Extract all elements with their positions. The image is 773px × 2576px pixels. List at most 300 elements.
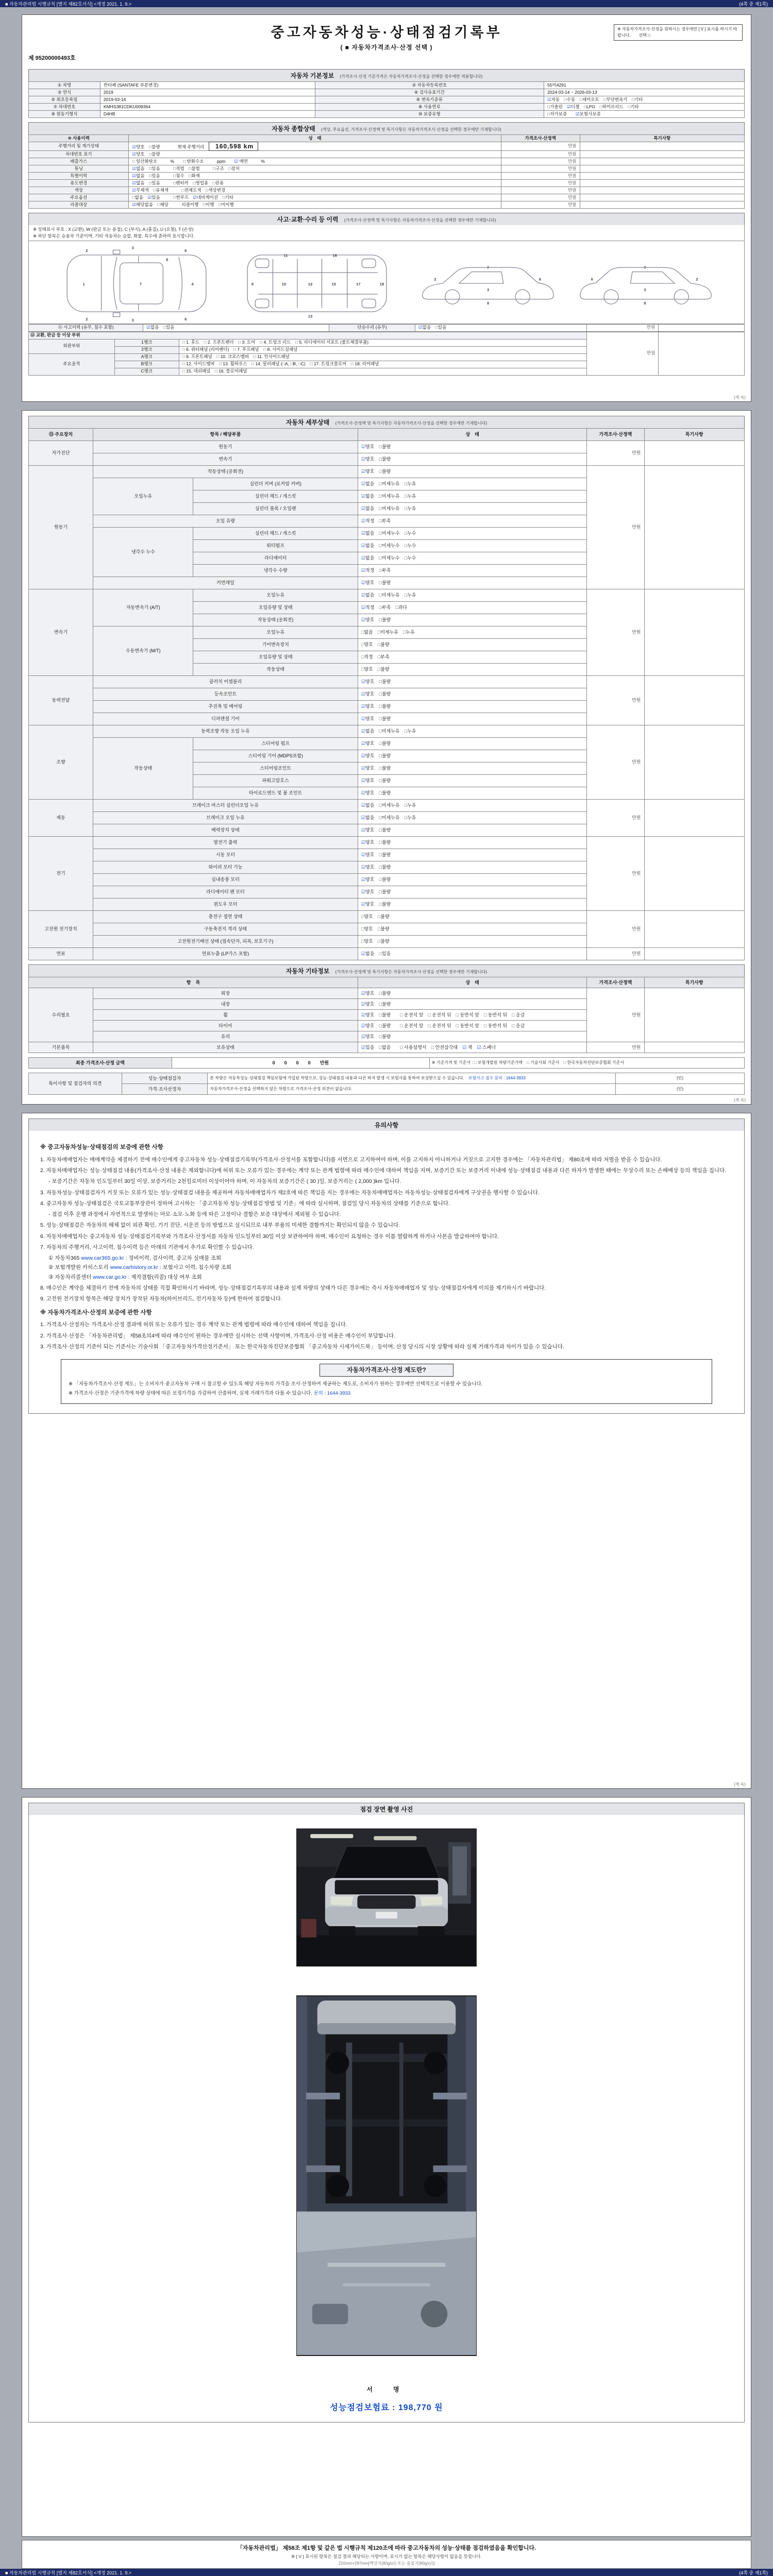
form-cell bbox=[644, 800, 745, 837]
checkbox-unchecked: □ bbox=[379, 1012, 382, 1018]
table-row bbox=[29, 466, 745, 478]
form-cell: □없음 □미세누유 □누유 bbox=[358, 626, 586, 639]
performance-insurance-premium: 성능점검보험료 : 198,770 원 bbox=[330, 2403, 443, 2412]
checkbox-unchecked: □ bbox=[377, 630, 381, 635]
form-cell: 특기사항 bbox=[644, 429, 745, 441]
checkbox-unchecked: □ bbox=[149, 173, 152, 178]
checkbox-unchecked: □ bbox=[182, 347, 185, 352]
checkbox-unchecked: □ bbox=[218, 201, 222, 207]
form-reference: ■ 자동차관리법 시행규칙 [별지 제82호서식] <개정 2021. 1. 9.> bbox=[5, 1, 131, 7]
checkbox-unchecked: □ bbox=[483, 1023, 487, 1028]
checkbox-unchecked: □ bbox=[149, 144, 152, 149]
checkbox-unchecked: □ bbox=[404, 481, 408, 487]
form-cell: ※ 기준가격 및 기준서 : □ 보험개발원 차량기준가액 □ 기술사회 기준서 □ 한국자동차진단보증협회 기준서 bbox=[429, 1058, 744, 1069]
form-cell: 실린더 커버 (로커암 커버) bbox=[193, 478, 358, 490]
checkbox-checked: ☑ bbox=[361, 531, 365, 536]
checkbox-unchecked: □ bbox=[189, 173, 192, 178]
form-cell: 가격조사·산정액 bbox=[587, 977, 644, 988]
checkbox-unchecked: □ bbox=[182, 368, 185, 374]
checkbox-unchecked: □ bbox=[404, 543, 408, 549]
table-row bbox=[29, 676, 745, 688]
form-cell: ☑양호 □불량 bbox=[358, 824, 586, 837]
form-cell: 본 차량은 자동차성능·상태점검 책임보험에 가입된 차량으로, 성능·상태점검 내용과 다른 하자 발생 시 보험사를 통하여 보상받으실 수 있습니다. 보험사고 접수 문의 : 1644-3933 bbox=[208, 1073, 616, 1084]
checkbox-unchecked: □ bbox=[182, 361, 185, 367]
form-cell: 오일유량 및 상태 bbox=[193, 651, 358, 664]
form-cell: 55머4291 bbox=[544, 82, 745, 89]
checkbox-unchecked: □ bbox=[361, 939, 364, 944]
highlighted-text: www.car.go.kr bbox=[93, 1274, 127, 1280]
checkbox-unchecked: □ bbox=[428, 1012, 431, 1018]
checkbox-unchecked: □ bbox=[213, 165, 216, 171]
notice-subitem: - 점검 이후 운행 과정에서 자연적으로 발생하는 마모·소모·노화 등에 따른 고장이나 결함은 보증 대상에서 제외될 수 있습니다. bbox=[48, 1211, 341, 1218]
form-cell: ☑없음 □미세누수 □누수 bbox=[358, 552, 586, 565]
form-cell: 타이어 bbox=[93, 1021, 358, 1031]
form-cell: ⑪ 사고이력 (유무, 침수 포함) bbox=[29, 324, 143, 331]
checkbox-checked: ☑ bbox=[361, 592, 365, 598]
form-cell: ☑없음 □있음 bbox=[358, 948, 586, 960]
form-cell: ☑양호 □불량 bbox=[358, 453, 586, 466]
checkbox-unchecked: □ bbox=[483, 1012, 487, 1018]
form-cell: 싼타페 (SANTAFE 부분변경) bbox=[100, 82, 315, 89]
form-cell: 휠 bbox=[93, 1010, 358, 1021]
checkbox-unchecked: □ bbox=[379, 1023, 382, 1028]
svg-text:7: 7 bbox=[644, 265, 646, 270]
form-cell: 클러치 어셈블리 bbox=[93, 676, 358, 688]
checkbox-checked: ☑ bbox=[361, 506, 365, 512]
checkbox-unchecked: □ bbox=[603, 96, 607, 102]
highlighted-text: 보험사고 접수 문의 : 1644-3933 bbox=[468, 1076, 526, 1081]
svg-text:6: 6 bbox=[539, 277, 541, 282]
form-cell: 원동기 bbox=[93, 441, 358, 453]
checkbox-unchecked: □ bbox=[263, 347, 266, 352]
form-cell: 연료누출 (LP가스 포함) bbox=[93, 948, 358, 960]
sheet-photos-signature bbox=[22, 1797, 751, 2537]
car-topview-diagram bbox=[54, 244, 219, 323]
form-cell bbox=[644, 1042, 745, 1053]
table-row bbox=[29, 1058, 745, 1069]
checkbox-unchecked: □ bbox=[379, 840, 382, 845]
section-band-basic bbox=[28, 69, 745, 81]
form-cell: 항 목 bbox=[29, 977, 358, 988]
checkbox-unchecked: □ bbox=[379, 1033, 382, 1039]
form-cell: ☑자동 □수동 □세미오토 □무단변속기 □기타 bbox=[544, 96, 745, 104]
svg-text:7: 7 bbox=[487, 265, 490, 270]
form-cell: ☑양호 □불량 bbox=[358, 787, 586, 800]
page-marker: (4쪽 중 제1쪽) bbox=[739, 2570, 768, 2575]
table-row bbox=[29, 1042, 745, 1053]
price-survey-info-box bbox=[61, 1359, 712, 1404]
checkbox-checked: ☑ bbox=[132, 173, 137, 178]
form-cell: 실린더 블록 / 오일팬 bbox=[193, 503, 358, 515]
svg-text:3: 3 bbox=[487, 287, 490, 292]
notice-item: 4. 중고자동차 성능·상태점검은 국토교통부장관이 정하여 고시하는 「중고자동차 성능·상태점검 방법 및 기준」에 따라 실시하며, 점검일 당시 자동차의 상태를 기준으로 합니다. bbox=[40, 1200, 450, 1207]
form-cell: □자가보증 ☑보험사보증 bbox=[544, 111, 745, 118]
state-code-legend bbox=[28, 225, 745, 241]
table-row bbox=[29, 911, 745, 923]
table-row bbox=[29, 187, 745, 194]
document-title: 중고자동차성능·상태점검기록부 bbox=[271, 25, 502, 40]
form-cell: 상 태 bbox=[358, 977, 586, 988]
checkbox-unchecked: □ bbox=[547, 104, 550, 109]
checkbox-unchecked: □ bbox=[579, 96, 582, 102]
form-cell: ☑적정 □부족 □과다 bbox=[358, 602, 586, 614]
notice-item: 9. 고전원 전기장치 항목은 해당 장치가 장착된 자동차(하이브리드, 전기자동차 등)에 한하여 점검합니다. bbox=[40, 1296, 282, 1302]
table-row bbox=[29, 89, 745, 96]
car-panel-diagrams bbox=[28, 241, 745, 324]
table-row bbox=[29, 977, 745, 988]
form-cell: 타이로드엔드 및 볼 조인트 bbox=[193, 787, 358, 800]
svg-text:2: 2 bbox=[434, 277, 436, 282]
form-cell: ☑양호 □불량 bbox=[129, 151, 501, 158]
notice-item: 1. 가격조사·산정자는 가격조사·산정 결과에 허위 또는 오류가 있는 경우 계약 또는 관계 법령에 따라 매수인에 대하여 책임을 집니다. bbox=[40, 1321, 347, 1328]
form-cell: 자동차가격조사·산정을 선택하지 않은 차량으로 가격조사·산정 의견이 없습니다. bbox=[208, 1084, 616, 1095]
section-note-accident: (가격조사·산정액 및 특기사항은 자동차가격조사·산정을 선택한 경우에만 기재합니다) bbox=[344, 218, 496, 223]
checkbox-unchecked: □ bbox=[173, 180, 176, 185]
form-cell: ⑫ 교환, 판금 등 이상 부위 bbox=[29, 332, 587, 339]
checkbox-checked: ☑ bbox=[361, 840, 365, 845]
form-cell: 자가진단 bbox=[29, 441, 93, 466]
checkbox-checked: ☑ bbox=[132, 151, 137, 157]
form-cell: 1랭크 bbox=[114, 339, 179, 346]
checkbox-checked: ☑ bbox=[361, 469, 365, 474]
panel-exchange-table bbox=[28, 332, 745, 376]
checkbox-unchecked: □ bbox=[361, 642, 364, 648]
form-cell: 원동기 bbox=[29, 466, 93, 589]
checkbox-unchecked: □ bbox=[404, 506, 408, 512]
document-footer bbox=[22, 2540, 751, 2569]
footer-check-note: ※ [ V ] 표시된 항목은 점검 결과 해당되는 사항이며, 표시가 없는 항목은 해당사항이 없음을 뜻합니다. bbox=[291, 2554, 482, 2559]
form-cell: ⑤ 최초등록일 bbox=[29, 96, 100, 104]
checkbox-unchecked: □ bbox=[182, 340, 185, 345]
car-underbody-diagram bbox=[234, 244, 399, 323]
detail-condition-table bbox=[28, 428, 745, 960]
checkbox-unchecked: □ bbox=[379, 555, 382, 561]
form-cell: ☑양호 □불량 bbox=[358, 614, 586, 626]
checkbox-unchecked: □ bbox=[379, 518, 382, 524]
section-band-detail bbox=[28, 416, 745, 428]
checkbox-unchecked: □ bbox=[400, 1044, 403, 1050]
checkbox-unchecked: □ bbox=[395, 605, 398, 611]
form-cell bbox=[580, 142, 744, 151]
form-cell: 수리필요 bbox=[29, 988, 93, 1042]
form-cell: 내장 bbox=[93, 999, 358, 1010]
form-cell: ☑없음 □있음 bbox=[143, 324, 329, 331]
form-cell: ☑양호 □불량 bbox=[358, 688, 586, 701]
form-cell: ☑양호 □불량 bbox=[358, 999, 586, 1010]
section-title-notice: 유의사항 bbox=[374, 1122, 399, 1129]
checkbox-unchecked: □ bbox=[474, 1060, 477, 1065]
form-cell: 가격조사·산정액 bbox=[587, 429, 644, 441]
notice-group-heading: ※ 중고자동차성능·상태점검의 보증에 관한 사항 bbox=[40, 1144, 163, 1150]
svg-text:9: 9 bbox=[251, 281, 254, 286]
checkbox-unchecked: □ bbox=[599, 104, 602, 109]
form-cell: 만원 bbox=[501, 173, 580, 180]
svg-text:2: 2 bbox=[86, 248, 88, 253]
table-row bbox=[29, 324, 745, 331]
form-cell: ☑양호 □불량 bbox=[358, 676, 586, 688]
panel-exchange-table-grid bbox=[28, 332, 745, 376]
form-reference: ■ 자동차관리법 시행규칙 [별지 제82호서식] <개정 2021. 1. 9.> bbox=[5, 2570, 131, 2575]
form-cell: (인) bbox=[615, 1084, 744, 1095]
form-cell: ☑양호 □불량 bbox=[358, 775, 586, 787]
notice-item: 2. 자동차매매업자는 성능·상태점검 내용(가격조사·산정 내용은 제외합니다)에 허위 또는 오류가 있는 경우에는 계약 또는 관계 법령에 따라 매수인에 대하여 책임을 지며, 보증기간 또는 보증거리 이내에 성능·상태점검 내용과 다른 하자가 발생한 때에는 무상수리 또는 손해배상 등의 책임을 집니다. bbox=[40, 1167, 727, 1174]
section-band-accident bbox=[28, 213, 745, 225]
form-cell: □ 12. 사이드멤버 □ 13. 휠하우스 □ 14. 필러패널 (□A, □B, □C) □ 17. 트렁크플로어 □ 18. 리어패널 bbox=[179, 361, 587, 368]
form-cell: 만원 bbox=[501, 151, 580, 158]
form-cell: 실린더 헤드 / 개스킷 bbox=[193, 528, 358, 540]
checkbox-unchecked: □ bbox=[379, 778, 382, 784]
svg-text:8: 8 bbox=[644, 300, 646, 306]
svg-text:6: 6 bbox=[591, 277, 593, 282]
checkbox-unchecked: □ bbox=[404, 555, 408, 561]
form-cell: □가솔린 ☑디젤 □LPG □하이브리드 □기타 bbox=[544, 104, 745, 111]
checkbox-unchecked: □ bbox=[377, 642, 381, 648]
checkbox-unchecked: □ bbox=[173, 165, 176, 171]
notice-item: 8. 매수인은 계약을 체결하기 전에 자동차의 상태를 직접 확인하시기 바라며, 성능·상태점검기록부의 내용과 실제 차량의 상태가 다른 경우에는 즉시 자동차매매업자 및 성능·상태점검자에게 이의를 제기하시기 바랍니다. bbox=[40, 1285, 546, 1291]
checkbox-unchecked: □ bbox=[377, 667, 381, 672]
svg-text:2: 2 bbox=[696, 277, 698, 282]
checkbox-checked: ☑ bbox=[361, 741, 365, 747]
form-cell: 만원 bbox=[587, 800, 644, 837]
checkbox-checked: ☑ bbox=[361, 902, 365, 907]
checkbox-unchecked: □ bbox=[428, 1023, 431, 1028]
checkbox-unchecked: □ bbox=[173, 194, 176, 200]
checkbox-checked: ☑ bbox=[361, 728, 365, 734]
checkbox-checked: ☑ bbox=[361, 889, 365, 895]
form-cell: ☑양호 □불량 bbox=[358, 886, 586, 899]
form-cell: 오일누유 bbox=[193, 589, 358, 602]
footer-paper-spec: 210mm×297mm[백상지(80g/㎡) 또는 중질지(80g/㎡)] bbox=[338, 2561, 435, 2566]
svg-text:8: 8 bbox=[166, 257, 169, 262]
form-cell: □적정 □부족 bbox=[358, 651, 586, 664]
continue-marker: (계 속) bbox=[733, 1782, 746, 1787]
form-cell: ☑없음 □미세누유 □누유 bbox=[358, 812, 586, 824]
table-row bbox=[29, 1084, 745, 1095]
checkbox-checked: ☑ bbox=[418, 325, 423, 330]
checkbox-unchecked: □ bbox=[361, 654, 364, 660]
checkbox-unchecked: □ bbox=[251, 361, 255, 367]
inspector-opinion-table bbox=[28, 1073, 745, 1095]
continue-marker: (계 속) bbox=[733, 1098, 746, 1103]
checkbox-checked: ☑ bbox=[361, 778, 365, 784]
checkbox-unchecked: □ bbox=[379, 951, 382, 957]
checkbox-unchecked: □ bbox=[132, 158, 135, 164]
form-cell: 라디에이터 팬 모터 bbox=[93, 886, 358, 899]
form-cell: 만원 bbox=[501, 187, 580, 194]
checkbox-unchecked: □ bbox=[377, 654, 381, 660]
checkbox-unchecked: □ bbox=[233, 347, 236, 352]
checkbox-unchecked: □ bbox=[379, 691, 382, 697]
form-cell: ☑적정 □부족 bbox=[358, 565, 586, 577]
form-cell: ☑양호 □불량 bbox=[358, 750, 586, 762]
table-row bbox=[29, 1073, 745, 1084]
checkbox-checked: ☑ bbox=[361, 605, 365, 611]
form-cell bbox=[644, 676, 745, 725]
legend-line-1: ※ 상태표시 부호 : X (교환), W (판금 또는 용접), C (부식), A (흠집), U (요철), T (손상) bbox=[33, 227, 194, 232]
checkbox-unchecked: □ bbox=[379, 568, 382, 573]
checkbox-unchecked: □ bbox=[404, 494, 408, 499]
checkbox-checked: ☑ bbox=[361, 518, 365, 524]
checkbox-unchecked: □ bbox=[377, 939, 381, 944]
top-bar bbox=[0, 0, 773, 7]
checkbox-unchecked: □ bbox=[563, 1060, 566, 1065]
checkbox-unchecked: □ bbox=[282, 361, 285, 367]
table-row bbox=[29, 837, 745, 849]
form-cell: 보유상태 bbox=[93, 1042, 358, 1053]
section-title-photos: 점검 장면 촬영 사진 bbox=[360, 1806, 413, 1813]
form-cell: □ 15. 대쉬패널 □ 16. 플로어패널 bbox=[179, 368, 587, 375]
basic-info-table bbox=[28, 81, 745, 118]
checkbox-unchecked: □ bbox=[204, 340, 207, 345]
form-cell: 주요옵션 bbox=[29, 194, 129, 201]
svg-text:7: 7 bbox=[139, 281, 142, 286]
svg-text:2: 2 bbox=[86, 316, 88, 321]
form-cell: D4HB bbox=[100, 111, 315, 118]
checkbox-unchecked: □ bbox=[512, 1023, 515, 1028]
form-cell: 실린더 헤드 / 개스킷 bbox=[193, 490, 358, 503]
price-survey-info-line: ※ 「자동차가격조사·산정 제도」는 소비자가 중고자동차 구매 시 참고할 수 있도록 해당 자동차의 가격을 조사·산정하여 제공하는 제도로, 소비자가 원하는 경우에만 선택적으로 이용할 수 있습니다. bbox=[69, 1381, 483, 1387]
form-cell: 항목 / 해당부품 bbox=[93, 429, 358, 441]
form-cell: 0 0 0 0 만원 bbox=[172, 1058, 429, 1069]
form-cell: 상 태 bbox=[129, 135, 501, 142]
checkbox-unchecked: □ bbox=[379, 444, 382, 450]
checkbox-unchecked: □ bbox=[379, 469, 382, 474]
checkbox-checked: ☑ bbox=[477, 1044, 481, 1050]
form-cell: ☑없음 □미세누유 □누유 bbox=[358, 800, 586, 812]
section-note-overall: (색상, 주요옵션, 가격조사·산정액 및 특기사항은 자동차가격조사·산정을 선택한 경우에만 기재합니다) bbox=[321, 127, 501, 132]
form-cell: ☑양호 □불량 □ 운전석 앞 □ 운전석 뒤 □ 동반석 앞 □ 동반석 뒤 □ 응급 bbox=[358, 1021, 586, 1031]
signature-label: 서 명 bbox=[366, 2386, 407, 2393]
form-cell: 시동 모터 bbox=[93, 849, 358, 861]
checkbox-unchecked: □ bbox=[379, 815, 382, 821]
checkbox-unchecked: □ bbox=[379, 531, 382, 536]
form-cell: 라디에이터 bbox=[193, 552, 358, 565]
checkbox-unchecked: □ bbox=[253, 354, 256, 360]
form-cell: 고전원전기배선 상태 (접속단자, 피복, 보호기구) bbox=[93, 936, 358, 948]
checkbox-checked: ☑ bbox=[361, 555, 365, 561]
form-cell: ☑양호 □불량 bbox=[358, 701, 586, 713]
form-cell: ☑없음 □있음 bbox=[415, 324, 587, 331]
section-note-detail: (가격조사·산정액 및 특기사항은 자동차가격조사·산정을 선택한 경우에만 기재합니다) bbox=[335, 421, 488, 426]
checkbox-unchecked: □ bbox=[295, 340, 298, 345]
checkbox-unchecked: □ bbox=[290, 361, 293, 367]
form-cell: 주행거리 및 계기상태 bbox=[29, 142, 129, 151]
svg-text:4: 4 bbox=[191, 281, 194, 286]
checkbox-unchecked: □ bbox=[206, 187, 209, 193]
checkbox-unchecked: □ bbox=[379, 592, 382, 598]
document-number: 제 95200000493호 bbox=[28, 55, 76, 61]
form-cell: 제동 bbox=[29, 800, 93, 837]
checkbox-unchecked: □ bbox=[379, 889, 382, 895]
checkbox-checked: ☑ bbox=[147, 194, 152, 200]
form-cell: 만원 bbox=[587, 589, 644, 676]
checkbox-unchecked: □ bbox=[379, 679, 382, 685]
form-cell bbox=[644, 589, 745, 676]
form-cell: ⑥ 변속기종류 bbox=[315, 96, 544, 104]
checkbox-unchecked: □ bbox=[404, 592, 408, 598]
checkbox-unchecked: □ bbox=[189, 165, 192, 171]
checkbox-checked: ☑ bbox=[361, 815, 365, 821]
price-survey-info-line: ※ 가격조사·산정은 기준가격에 차량 상태에 따른 보정가격을 가감하여 산출하며, 실제 거래가격과 다를 수 있습니다. 문의 : 1644-3933 bbox=[69, 1390, 351, 1396]
form-cell: 작동상태 (공회전) bbox=[193, 614, 358, 626]
form-cell bbox=[644, 466, 745, 589]
form-cell bbox=[580, 165, 744, 173]
checkbox-unchecked: □ bbox=[379, 877, 382, 883]
form-cell: □양호 □불량 bbox=[358, 664, 586, 676]
etc-info-table-grid bbox=[28, 977, 745, 1053]
form-cell: 브레이크 마스터 실린더오일 누유 bbox=[93, 800, 358, 812]
section-band-photos bbox=[28, 1803, 745, 1815]
sheet-notices bbox=[22, 1113, 751, 1789]
checkbox-checked: ☑ bbox=[361, 766, 365, 771]
section-title-basic: 자동차 기본정보 bbox=[290, 72, 334, 79]
odometer-value: 160,598 km bbox=[209, 142, 258, 151]
car-sideview-left-diagram bbox=[415, 259, 559, 308]
table-row bbox=[29, 173, 745, 180]
checkbox-checked: ☑ bbox=[361, 790, 365, 796]
table-row bbox=[29, 725, 745, 738]
form-cell: 오일 유량 bbox=[93, 515, 358, 528]
table-row bbox=[29, 82, 745, 89]
overall-condition-table-grid bbox=[28, 134, 745, 209]
checkbox-unchecked: □ bbox=[379, 766, 382, 771]
form-cell: 특기사항 bbox=[644, 977, 745, 988]
form-cell: 주요골격 bbox=[29, 353, 115, 375]
form-cell: 스티어링조인트 bbox=[193, 762, 358, 775]
table-row bbox=[29, 988, 745, 999]
form-cell: 만원 bbox=[501, 142, 580, 151]
form-cell bbox=[659, 324, 745, 331]
car-sideview-right-diagram bbox=[575, 259, 719, 308]
checkbox-unchecked: □ bbox=[400, 1012, 403, 1018]
checkbox-checked: ☑ bbox=[361, 753, 365, 759]
form-cell: ☑양호 □불량 □ 운전석 앞 □ 운전석 뒤 □ 동반석 앞 □ 동반석 뒤 □ 응급 bbox=[358, 1010, 586, 1021]
form-cell: 전기 bbox=[29, 837, 93, 911]
form-cell: 동력조향 작동 오일 누유 bbox=[93, 725, 358, 738]
form-cell: 특기사항 bbox=[580, 135, 744, 142]
checkbox-checked: ☑ bbox=[361, 990, 365, 996]
svg-text:3: 3 bbox=[131, 245, 134, 250]
form-cell: KMHS381CDKU009364 bbox=[100, 104, 315, 111]
form-cell: ☑없음 □미세누유 □누유 bbox=[358, 478, 586, 490]
checkbox-unchecked: □ bbox=[379, 506, 382, 512]
form-cell: ① 차명 bbox=[29, 82, 100, 89]
form-cell: 튜닝 bbox=[29, 165, 129, 173]
form-cell: ☑양호 □불량 bbox=[358, 837, 586, 849]
form-cell: 만원 bbox=[587, 1042, 644, 1053]
checkbox-unchecked: □ bbox=[379, 728, 382, 734]
legend-line-2: ※ 하단 항목은 승용차 기준이며, 기타 자동차는 승합, 화물, 특수에 준하여 표시합니다. bbox=[33, 233, 195, 239]
form-cell: ⑧ 사용연료 bbox=[315, 104, 544, 111]
checkbox-checked: ☑ bbox=[361, 494, 365, 499]
form-cell: 오일누유 bbox=[193, 626, 358, 639]
checkbox-unchecked: □ bbox=[379, 481, 382, 487]
checkbox-unchecked: □ bbox=[361, 630, 364, 635]
form-cell: 가격·조사산정자 bbox=[122, 1084, 208, 1095]
checkbox-unchecked: □ bbox=[377, 914, 381, 920]
section-title-overall: 자동차 종합상태 bbox=[272, 125, 315, 132]
svg-text:6: 6 bbox=[184, 316, 187, 321]
form-cell: ⑬ 주요장치 bbox=[29, 429, 93, 441]
form-cell: 수동변속기 (M/T) bbox=[93, 626, 193, 676]
svg-text:16: 16 bbox=[332, 253, 337, 258]
form-cell: 와이퍼 모터 기능 bbox=[93, 861, 358, 874]
inspection-photo-underbody bbox=[296, 1995, 477, 2356]
notice-subitem: - 보증기간은 자동차 인도일부터 30일 이상, 보증거리는 2천킬로미터 이상이어야 하며, 이 자동차의 보증기간은 ( 30 )일, 보증거리는 ( 2,000 )km 입니다. bbox=[48, 1178, 401, 1185]
form-cell: □양호 □불량 bbox=[358, 923, 586, 936]
checkbox-checked: ☑ bbox=[361, 827, 365, 833]
form-cell: 기본품목 bbox=[29, 1042, 93, 1053]
